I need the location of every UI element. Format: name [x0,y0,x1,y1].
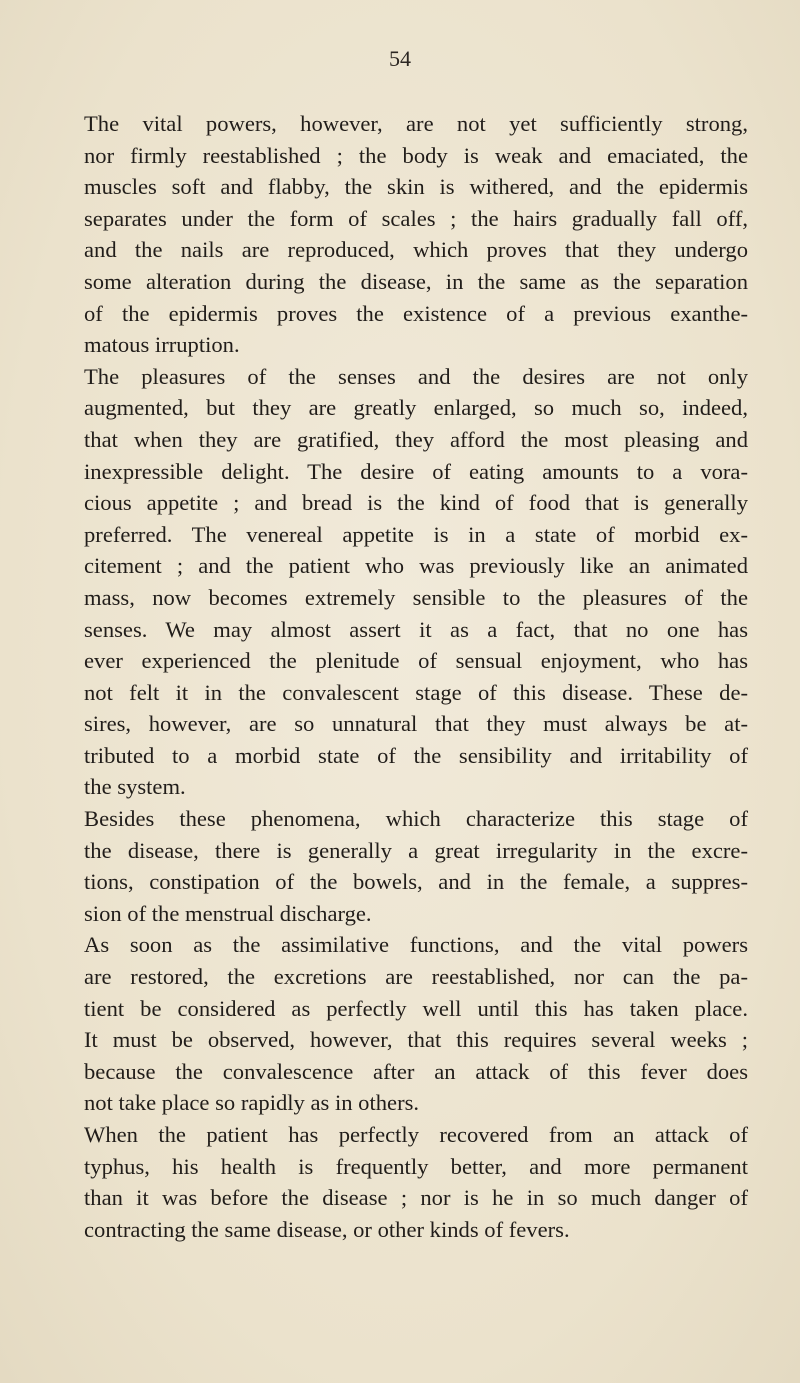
text-line: tributed to a morbid state of the sensibility and irritability of [84,742,748,768]
paragraph [84,361,748,803]
text-line: sires, however, are so unnatural that they must always be at- [84,711,748,737]
paragraph [84,803,748,929]
text-line: that when they are gratified, they afford the most pleasing and [84,426,748,452]
text-line: muscles soft and flabby, the skin is withered, and the epidermis [84,174,748,200]
text-line: not take place so rapidly as in others. [84,1090,420,1116]
text-line: typhus, his health is frequently better, and more permanent [84,1153,748,1179]
text-line: nor firmly reestablished ; the body is weak and emaciated, the [84,142,748,168]
text-line: tions, constipation of the bowels, and in the female, a suppres- [84,869,748,895]
text-line: It must be observed, however, that this requires several weeks ; [84,1027,748,1053]
text-line: The pleasures of the senses and the desires are not only [84,363,748,389]
text-line: citement ; and the patient who was previously like an animated [84,553,748,579]
text-line: not felt it in the convalescent stage of this disease. These de- [84,679,748,705]
text-line: the disease, there is generally a great irregularity in the excre- [84,837,748,863]
text-line: contracting the same disease, or other kinds of fevers. [84,1216,570,1242]
text-line: When the patient has perfectly recovered from an attack of [84,1122,748,1147]
text-line: separates under the form of scales ; the hairs gradually fall off, [84,205,748,231]
text-line: senses. We may almost assert it as a fact, that no one has [84,616,748,642]
text-line: cious appetite ; and bread is the kind of food that is generally [84,490,748,516]
text-line: sion of the menstrual discharge. [84,900,372,926]
text-line: are restored, the excretions are reestablished, nor can the pa- [84,964,748,990]
text-line: the system. [84,774,186,800]
text-line: preferred. The venereal appetite is in a state of morbid ex- [84,521,748,547]
text-line: than it was before the disease ; nor is he in so much danger of [84,1185,748,1211]
page-number: 54 [389,46,411,71]
text-line: As soon as the assimilative functions, and the vital powers [84,932,748,958]
text-line: The vital powers, however, are not yet sufficiently strong, [84,111,748,136]
text-line: of the epidermis proves the existence of a previous exanthe- [84,300,748,326]
text-line: mass, now becomes extremely sensible to the pleasures of the [84,584,748,610]
paragraph [84,108,748,361]
text-line: Besides these phenomena, which characterize this stage of [84,806,748,832]
text-line: tient be considered as perfectly well until this has taken place. [84,995,748,1021]
body-text [84,108,748,1245]
text-line: matous irruption. [84,332,240,358]
paragraph [84,929,748,1119]
text-line: and the nails are reproduced, which proves that they undergo [84,237,748,263]
text-line: ever experienced the plenitude of sensual enjoyment, who has [84,648,748,674]
text-line: inexpressible delight. The desire of eating amounts to a vora- [84,458,748,484]
text-line: some alteration during the disease, in the same as the separation [84,268,748,294]
text-line: augmented, but they are greatly enlarged, so much so, indeed, [84,395,748,421]
text-line: because the convalescence after an attack of this fever does [84,1058,748,1084]
paragraph [84,1119,748,1245]
